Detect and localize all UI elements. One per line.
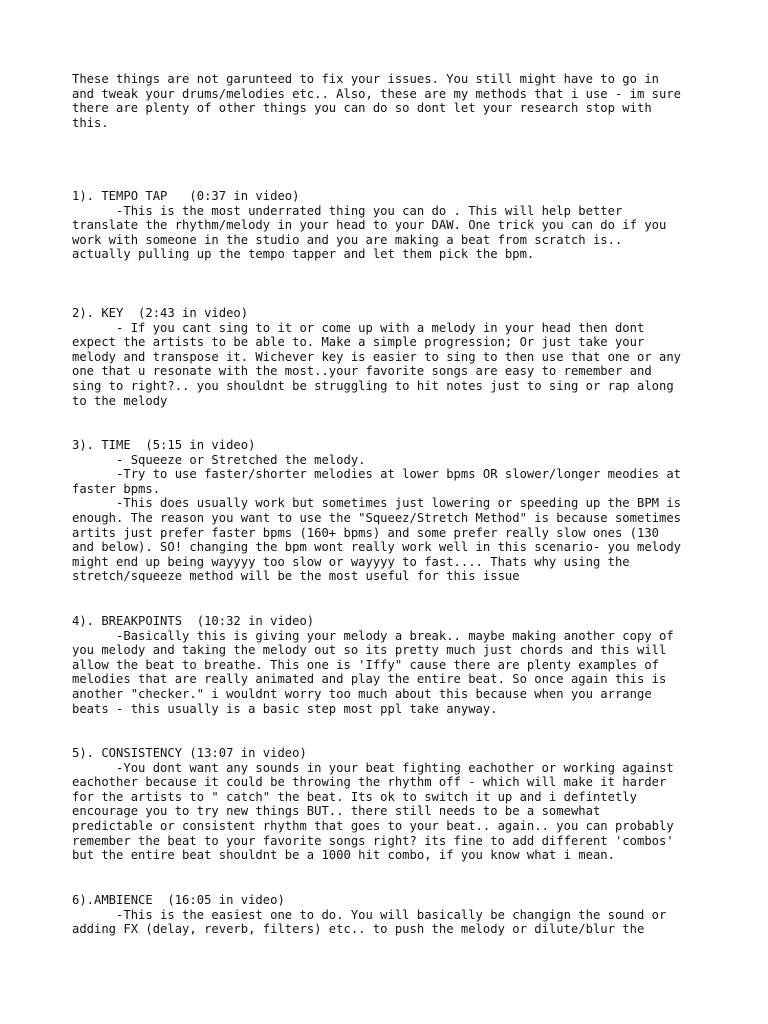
section-line: encourage you to try new things BUT.. there still needs to be a somewhat — [72, 804, 601, 819]
section-time — [72, 438, 712, 584]
section-line: but the entire beat shouldnt be a 1000 hit combo, if you know what i mean. — [72, 848, 615, 863]
intro-line: this. — [72, 115, 109, 130]
intro-line: there are plenty of other things you can do so dont let your research stop with — [72, 101, 652, 116]
section-line: translate the rhythm/melody in your head to your DAW. One trick you can do if you — [72, 218, 667, 233]
section-key — [72, 306, 712, 408]
section-line: beats - this usually is a basic step most ppl take anyway. — [72, 701, 498, 716]
section-heading: 4). BREAKPOINTS (10:32 in video) — [72, 614, 315, 628]
section-heading: 3). TIME (5:15 in video) — [72, 438, 256, 452]
section-line: allow the beat to breathe. This one is 'Iffy" cause there are plenty examples of — [72, 657, 659, 672]
section-line: stretch/squeeze method will be the most useful for this issue — [72, 569, 520, 584]
section-line: adding FX (delay, reverb, filters) etc.. to push the melody or dilute/blur the — [72, 922, 645, 937]
section-breakpoints — [72, 614, 712, 716]
section-line: actually pulling up the tempo tapper and let them pick the bpm. — [72, 247, 535, 262]
section-line: and below). SO! changing the bpm wont really work well in this scenario- you melody — [72, 540, 682, 555]
section-line: -This is the easiest one to do. You will basically be changign the sound or — [72, 907, 667, 922]
section-line: melody and transpose it. Wichever key is easier to sing to then use that one or any — [72, 349, 682, 364]
section-line: -Try to use faster/shorter melodies at lower bpms OR slower/longer meodies at — [72, 467, 682, 482]
section-tempo-tap — [72, 189, 712, 262]
section-line: faster bpms. — [72, 481, 161, 496]
intro-paragraph — [72, 72, 712, 130]
section-line: - If you cant sing to it or come up with a melody in your head then dont — [72, 320, 645, 335]
section-line: expect the artists to be able to. Make a simple progression; Or just take your — [72, 335, 645, 350]
section-line: sing to right?.. you shouldnt be struggling to hit notes just to sing or rap along — [72, 378, 674, 393]
section-line: -This does usually work but sometimes just lowering or speeding up the BPM is — [72, 496, 682, 511]
section-line: to the melody — [72, 393, 168, 408]
intro-line: and tweak your drums/melodies etc.. Also, these are my methods that i use - im sure — [72, 86, 682, 101]
section-line: one that u resonate with the most..your favorite songs are easy to remember and — [72, 364, 652, 379]
section-consistency — [72, 746, 712, 863]
section-line: might end up being wayyyy too slow or wayyyy to fast.... Thats why using the — [72, 554, 630, 569]
section-heading: 2). KEY (2:43 in video) — [72, 306, 249, 320]
section-heading: 6).AMBIENCE (16:05 in video) — [72, 893, 285, 907]
section-line: enough. The reason you want to use the "Squeez/Stretch Method" is because sometimes — [72, 510, 682, 525]
section-heading: 1). TEMPO TAP (0:37 in video) — [72, 189, 300, 203]
section-line: predictable or consistent rhythm that goes to your beat.. again.. you can probably — [72, 818, 674, 833]
section-line: -Basically this is giving your melody a break.. maybe making another copy of — [72, 628, 674, 643]
intro-line: These things are not garunteed to fix your issues. You still might have to go in — [72, 72, 659, 86]
section-line: artits just prefer faster bpms (160+ bpms) and some prefer really slow ones (130 — [72, 525, 659, 540]
section-line: you melody and taking the melody out so its pretty much just chords and this will — [72, 643, 667, 658]
section-heading: 5). CONSISTENCY (13:07 in video) — [72, 746, 307, 760]
section-line: remember the beat to your favorite songs right? its fine to add different 'combos' — [72, 833, 674, 848]
section-line: another "checker." i wouldnt worry too much about this because when you arrange — [72, 686, 652, 701]
section-line: -You dont want any sounds in your beat fighting eachother or working against — [72, 760, 674, 775]
section-line: melodies that are really animated and play the entire beat. So once again this is — [72, 672, 667, 687]
section-line: eachother because it could be throwing the rhythm off - which will make it harder — [72, 775, 667, 790]
section-line: - Squeeze or Stretched the melody. — [72, 452, 366, 467]
section-ambience — [72, 893, 712, 937]
section-line: work with someone in the studio and you are making a beat from scratch is.. — [72, 232, 623, 247]
section-line: for the artists to " catch" the beat. Its ok to switch it up and i defintetly — [72, 789, 637, 804]
section-line: -This is the most underrated thing you can do . This will help better — [72, 203, 623, 218]
